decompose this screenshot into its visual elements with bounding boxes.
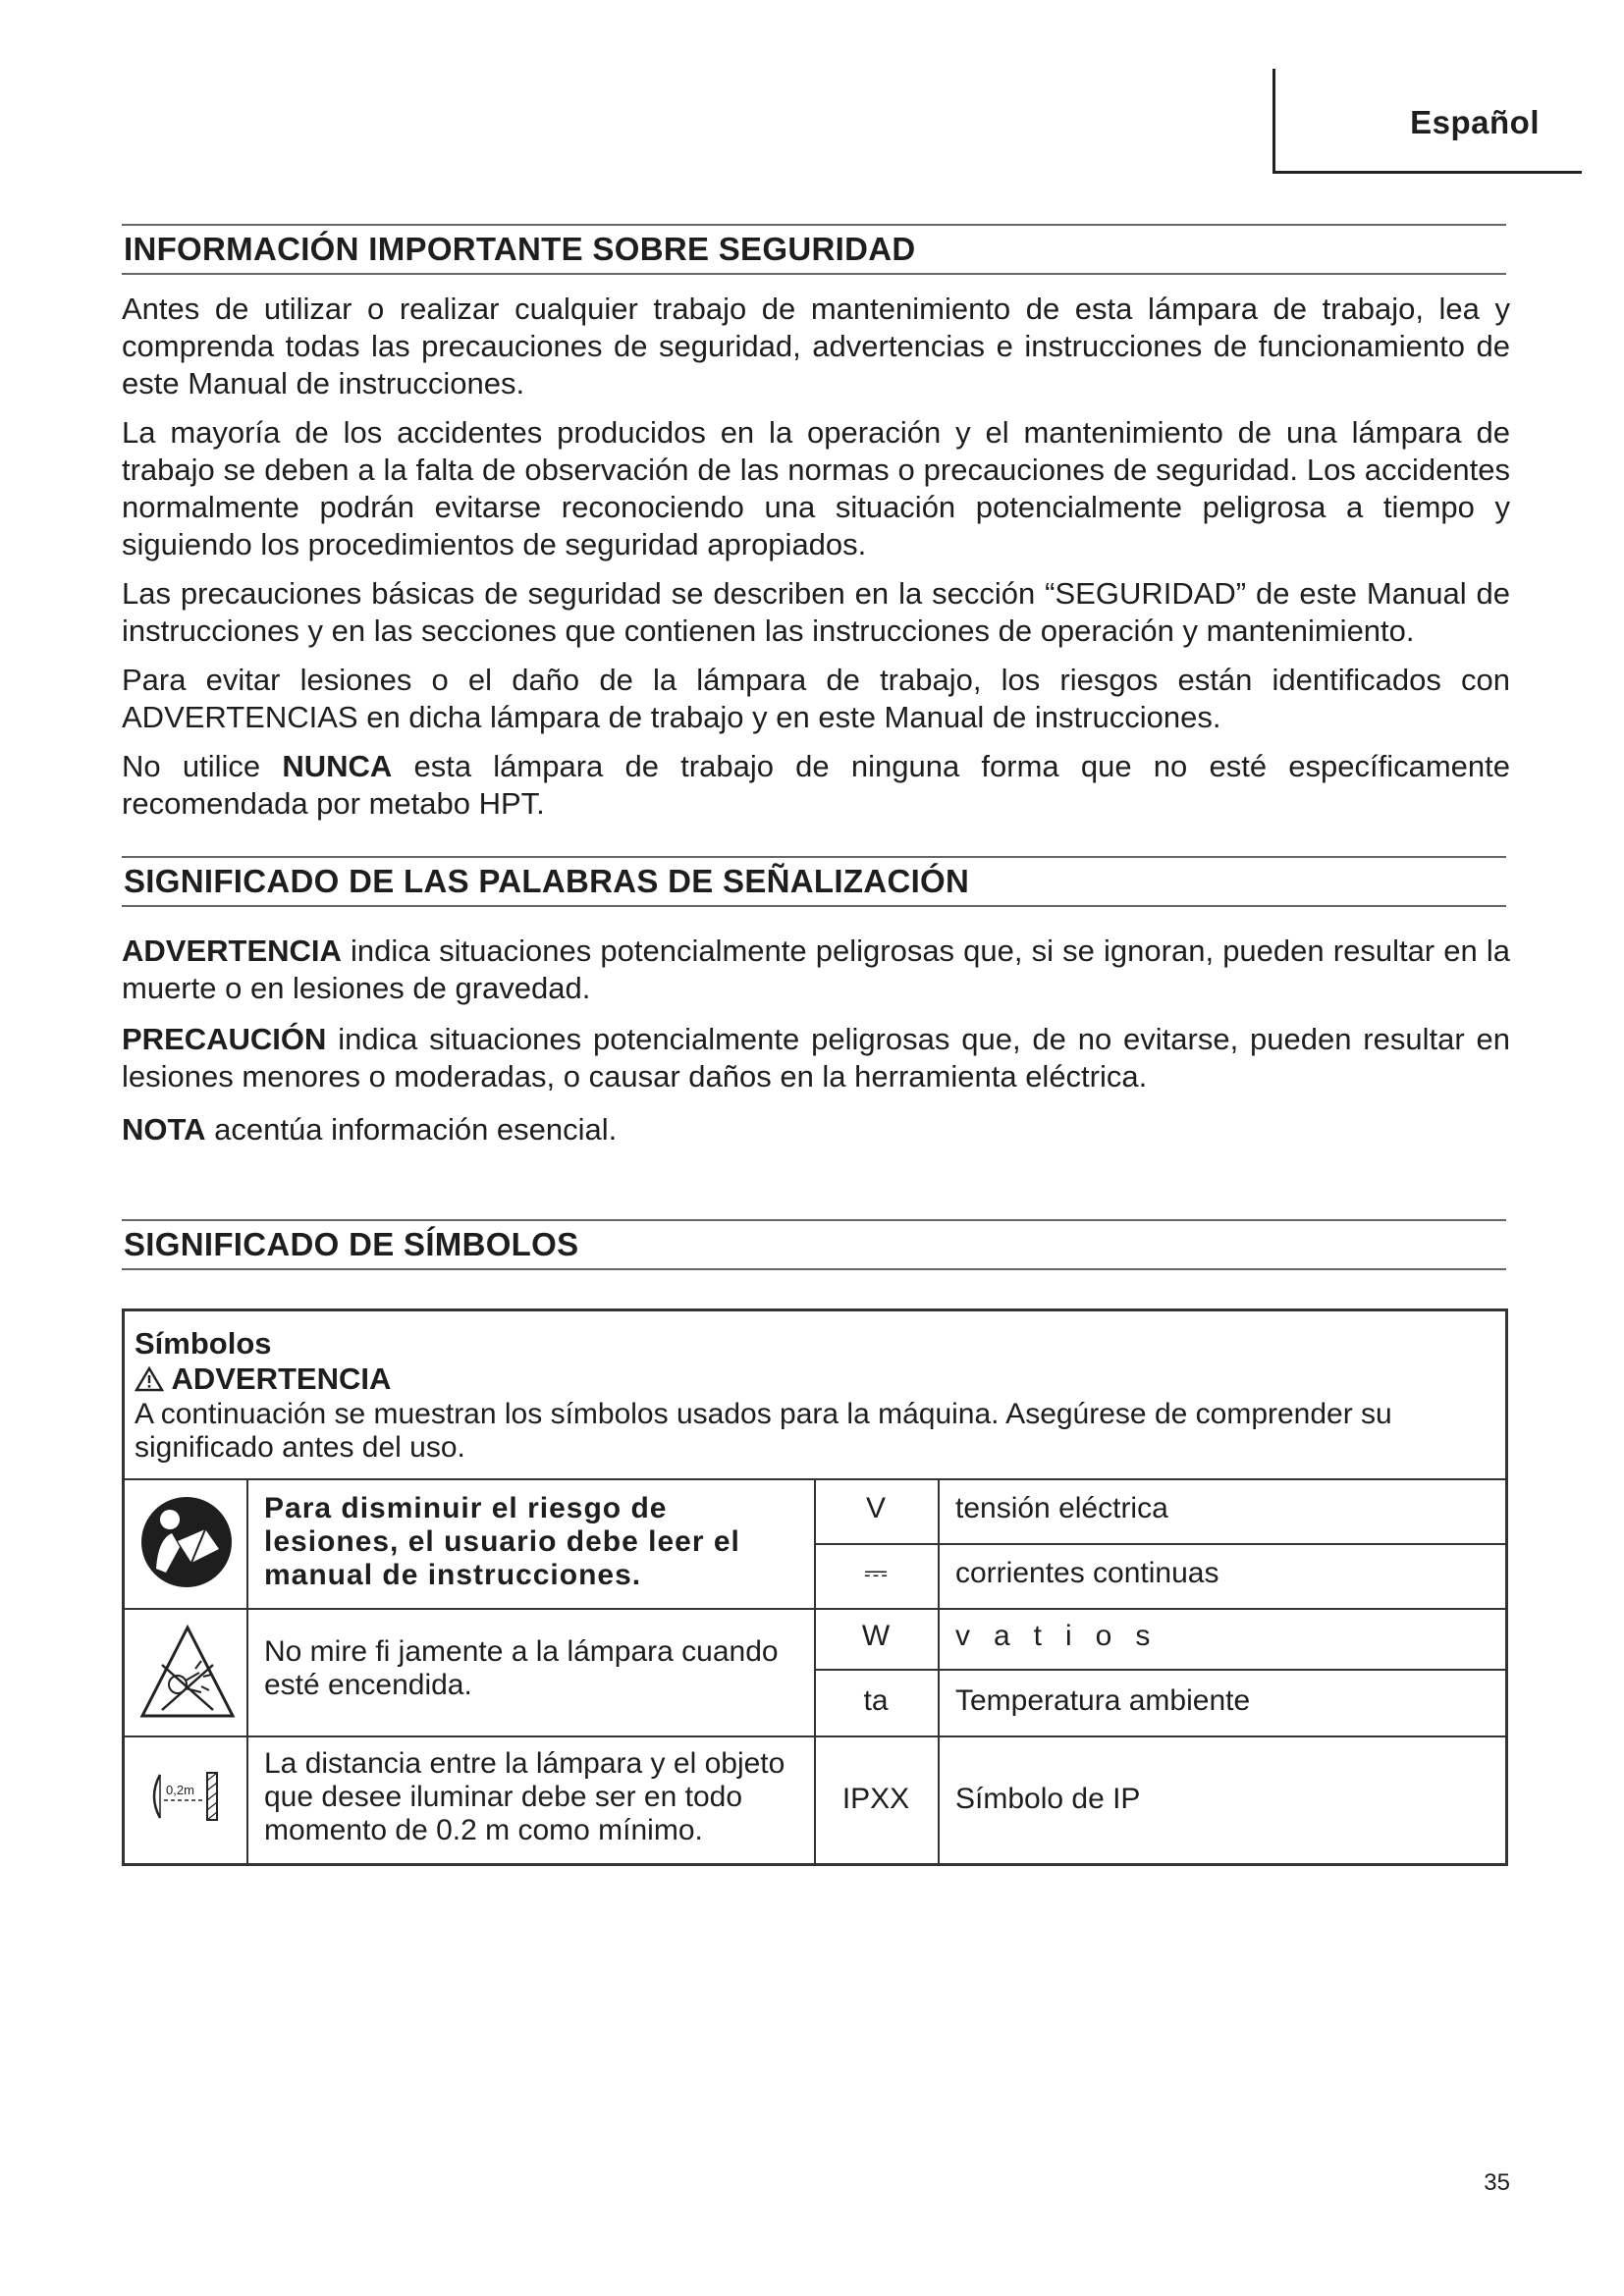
paragraph-warning-definition: ADVERTENCIA indica situaciones potencialmente peligrosas que, si se ignoran, pueden resultar en la muerte o en lesiones de gravedad. [122,934,1510,1005]
svg-text:0,2m: 0,2m [166,1783,194,1797]
section-heading-safety [122,224,1506,275]
paragraph-caution-definition: PRECAUCIÓN indica situaciones potencialmente peligrosas que, de no evitarse, pueden resultar en lesiones menores o moderadas, o causar daños en la herramienta eléctrica. [122,1022,1510,1094]
dc-symbol-icon: ⎓ [864,1557,888,1589]
paragraph-accidents: La mayoría de los accidentes producidos en la operación y el mantenimiento de una lámpara de trabajo se deben a la falta de observación de las normas o precauciones de seguridad. Los accidentes normalmente podrán evitarse reconociendo una situación potencialmente peligrosa a tiempo y siguiendo los procedimientos de seguridad apropiados. [122,415,1510,561]
read-manual-icon [136,1488,237,1601]
language-label: Español [1410,104,1540,140]
warning-triangle-icon [135,1366,164,1392]
signal-word-note: NOTA [122,1112,206,1147]
paragraph-never-use: No utilice NUNCA esta lámpara de trabajo de ninguna forma que no esté específicamente recomendada por metabo HPT. [122,749,1511,821]
symbols-intro-text: A continuación se muestran los símbolos usados para la máquina. Asegúrese de comprender su significado antes del uso. [135,1398,1392,1464]
section-title: SIGNIFICADO DE LAS PALABRAS DE SEÑALIZACIÓN [124,863,970,899]
meaning-dc: corrientes continuas [955,1557,1219,1589]
symbol-voltage: V [865,1492,886,1524]
symbol-ambient-temp: ta [863,1684,889,1717]
meaning-ambient-temp: Temperatura ambiente [955,1684,1251,1717]
min-distance-text: La distancia entre la lámpara y el objeto que desee iluminar debe ser en todo momento de 0.2 m como mínimo. [264,1747,785,1846]
symbols-intro-warning: ADVERTENCIA [135,1362,391,1396]
meaning-ip: Símbolo de IP [955,1783,1141,1815]
read-manual-text: Para disminuir el riesgo de lesiones, el usuario debe leer el manual de instrucciones. [264,1492,740,1591]
symbols-table [122,1308,1508,1866]
section-title: SIGNIFICADO DE SÍMBOLOS [124,1226,579,1262]
symbols-intro-title: Símbolos [135,1326,272,1361]
section-heading-signal-words [122,856,1506,907]
meaning-voltage: tensión eléctrica [955,1492,1168,1524]
section-title: INFORMACIÓN IMPORTANTE SOBRE SEGURIDAD [124,231,916,267]
page-number: 35 [1484,2169,1510,2196]
section-heading-symbols [122,1219,1506,1270]
paragraph-basic-precautions: Las precauciones básicas de seguridad se describen en la sección “SEGURIDAD” de este Manual de instrucciones y en las secciones que contienen las instrucciones de operación y mantenimiento. [122,576,1510,648]
symbol-ip: IPXX [841,1783,910,1815]
paragraph-note-definition: NOTA acentúa información esencial. [122,1112,618,1147]
symbol-watts: W [861,1620,891,1652]
min-distance-icon [146,1761,229,1837]
paragraph-risks: Para evitar lesiones o el daño de la lámpara de trabajo, los riesgos están identificados con ADVERTENCIAS en dicha lámpara de trabajo y en este Manual de instrucciones. [122,663,1510,734]
signal-word-warning: ADVERTENCIA [122,934,342,968]
signal-word-caution: PRECAUCIÓN [122,1022,327,1056]
meaning-watts: vatios [955,1620,1174,1652]
emphasis-never: NUNCA [282,749,393,783]
paragraph-before-use: Antes de utilizar o realizar cualquier trabajo de mantenimiento de esta lámpara de trabajo, lea y comprenda todas las precauciones de seguridad, advertencias e instrucciones de funcionamiento de este Manual de instrucciones. [122,292,1510,400]
do-not-stare-icon [138,1622,237,1729]
do-not-stare-text: No mire fi jamente a la lámpara cuando esté encendida. [264,1635,779,1701]
